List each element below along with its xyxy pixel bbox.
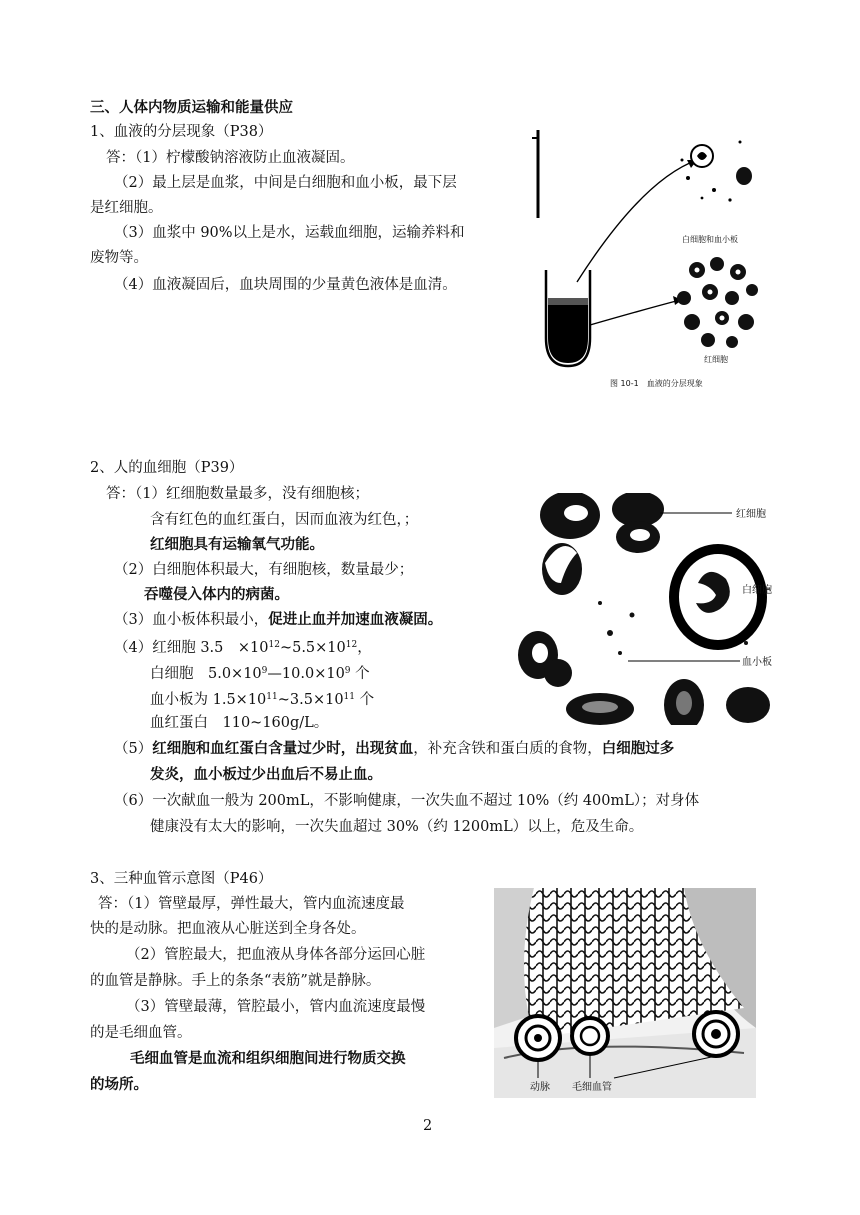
label-white-cell: 白细胞 [742, 585, 772, 596]
q2-title: 2、人的血细胞（P39） [90, 460, 244, 476]
rbc-count-end: ， [357, 640, 372, 656]
label-platelet: 血小板 [742, 657, 772, 668]
rbc-exp-2: 12 [345, 640, 358, 650]
q1-answer-3b: 废物等。 [90, 250, 148, 266]
plt-exp-2: 11 [343, 692, 355, 702]
q2-answer-6a: （6）一次献血一般为 200mL，不影响健康，一次失血不超过 10%（约 400mL）；对身体 [114, 793, 700, 809]
q3-answer-4b: 的场所。 [90, 1076, 148, 1093]
q2-answer-3-text: （3）血小板体积最小， [114, 612, 269, 628]
q3-answer-1a: 答：（1）管壁最厚，弹性最大，管内血流速度最 [98, 896, 405, 912]
wbc-count-mid: —10.0×10 [267, 666, 345, 682]
q3-answer-2a: （2）管腔最大，把血液从身体各部分运回心脏 [126, 947, 426, 963]
capillary-icon [572, 1018, 608, 1054]
q1-title: 1、血液的分层现象（P38） [90, 124, 273, 140]
q1-answer-2b: 是红细胞。 [90, 200, 163, 216]
rbc-count-mid: ~5.5×10 [279, 640, 346, 656]
q2-answer-4-plt [150, 685, 374, 712]
blood-cells-figure [500, 493, 780, 725]
plt-count-end: 个 [355, 692, 375, 708]
q3-answer-2b: 的血管是静脉。手上的条条“表筋”就是静脉。 [90, 973, 381, 989]
label-red-cell: 红细胞 [736, 509, 766, 520]
vein-icon [694, 1012, 738, 1056]
label-capillary: 毛细血管 [572, 1082, 612, 1093]
blood-vessels-figure [494, 888, 756, 1098]
q2-answer-5-bold-1: 红细胞和血红蛋白含量过少时，出现贫血 [152, 740, 414, 757]
q2-answer-5 [114, 737, 674, 761]
q2-answer-6b: 健康没有太大的影响，一次失血超过 30%（约 1200mL）以上，危及生命。 [150, 819, 644, 835]
q2-answer-3 [114, 608, 442, 632]
label-rbc: 红细胞 [704, 355, 728, 364]
q2-answer-2b: 吞噬侵入体内的病菌。 [144, 586, 289, 603]
page-number: 2 [423, 1118, 433, 1134]
q2-answer-4-rbc [114, 633, 372, 660]
q2-answer-5-mid: ，补充含铁和蛋白质的食物， [413, 741, 602, 757]
rbc-count-pre: （4）红细胞 3.5 ×10 [114, 640, 269, 656]
plt-count-pre: 血小板为 1.5×10 [150, 692, 267, 708]
q2-answer-1c: 红细胞具有运输氧气功能。 [150, 536, 324, 553]
q2-answer-5-bold-2: 白细胞过多 [601, 740, 675, 757]
q1-answer-1: 答：（1）柠檬酸钠溶液防止血液凝固。 [106, 150, 355, 166]
label-artery: 动脉 [530, 1082, 550, 1093]
q1-answer-4: （4）血液凝固后，血块周围的少量黄色液体是血清。 [114, 277, 457, 293]
q3-answer-4a: 毛细血管是血流和组织细胞间进行物质交换 [130, 1050, 406, 1067]
white-cell-icon [674, 549, 762, 645]
q2-answer-3-bold: 促进止血并加速血液凝固。 [268, 611, 443, 628]
q3-title: 3、三种血管示意图（P46） [90, 871, 273, 887]
test-tube-icon [546, 270, 590, 366]
q1-answer-3a: （3）血浆中 90%以上是水，运载血细胞，运输养料和 [114, 225, 465, 241]
q2-answer-2: （2）白细胞体积最大，有细胞核，数量最少； [114, 562, 414, 578]
blood-layers-figure [532, 130, 758, 394]
q3-answer-1b: 快的是动脉。把血液从心脏送到全身各处。 [90, 921, 366, 937]
figure-1-caption: 图 10-1 血液的分层现象 [610, 379, 703, 388]
q2-answer-5-cont: 发炎，血小板过少出血后不易止血。 [150, 766, 382, 783]
wbc-exp-2: 9 [344, 666, 351, 676]
q2-answer-1b: 含有红色的血红蛋白，因而血液为红色，； [150, 512, 419, 528]
rbc-exp-1: 12 [268, 640, 280, 650]
plt-exp-1: 11 [266, 692, 278, 702]
q2-answer-5-num: （5） [114, 741, 153, 757]
wbc-exp-1: 9 [261, 666, 268, 676]
q2-answer-1: 答：（1）红细胞数量最多，没有细胞核； [106, 486, 369, 502]
section-title: 三、人体内物质运输和能量供应 [90, 100, 293, 116]
plt-count-mid: ~3.5×10 [277, 692, 344, 708]
wbc-count-end: 个 [350, 666, 370, 682]
q1-answer-2a: （2）最上层是血浆，中间是白细胞和血小板，最下层 [114, 175, 457, 191]
label-wbc-platelets: 白细胞和血小板 [682, 235, 738, 244]
q3-answer-3a: （3）管壁最薄，管腔最小，管内血流速度最慢 [126, 999, 426, 1015]
q2-answer-4-hb: 血红蛋白 110~160g/L。 [150, 715, 329, 731]
wbc-count-pre: 白细胞 5.0×10 [150, 666, 262, 682]
q2-answer-4-wbc [150, 659, 370, 686]
q3-answer-3b: 的是毛细血管。 [90, 1025, 192, 1041]
artery-icon [516, 1016, 560, 1060]
